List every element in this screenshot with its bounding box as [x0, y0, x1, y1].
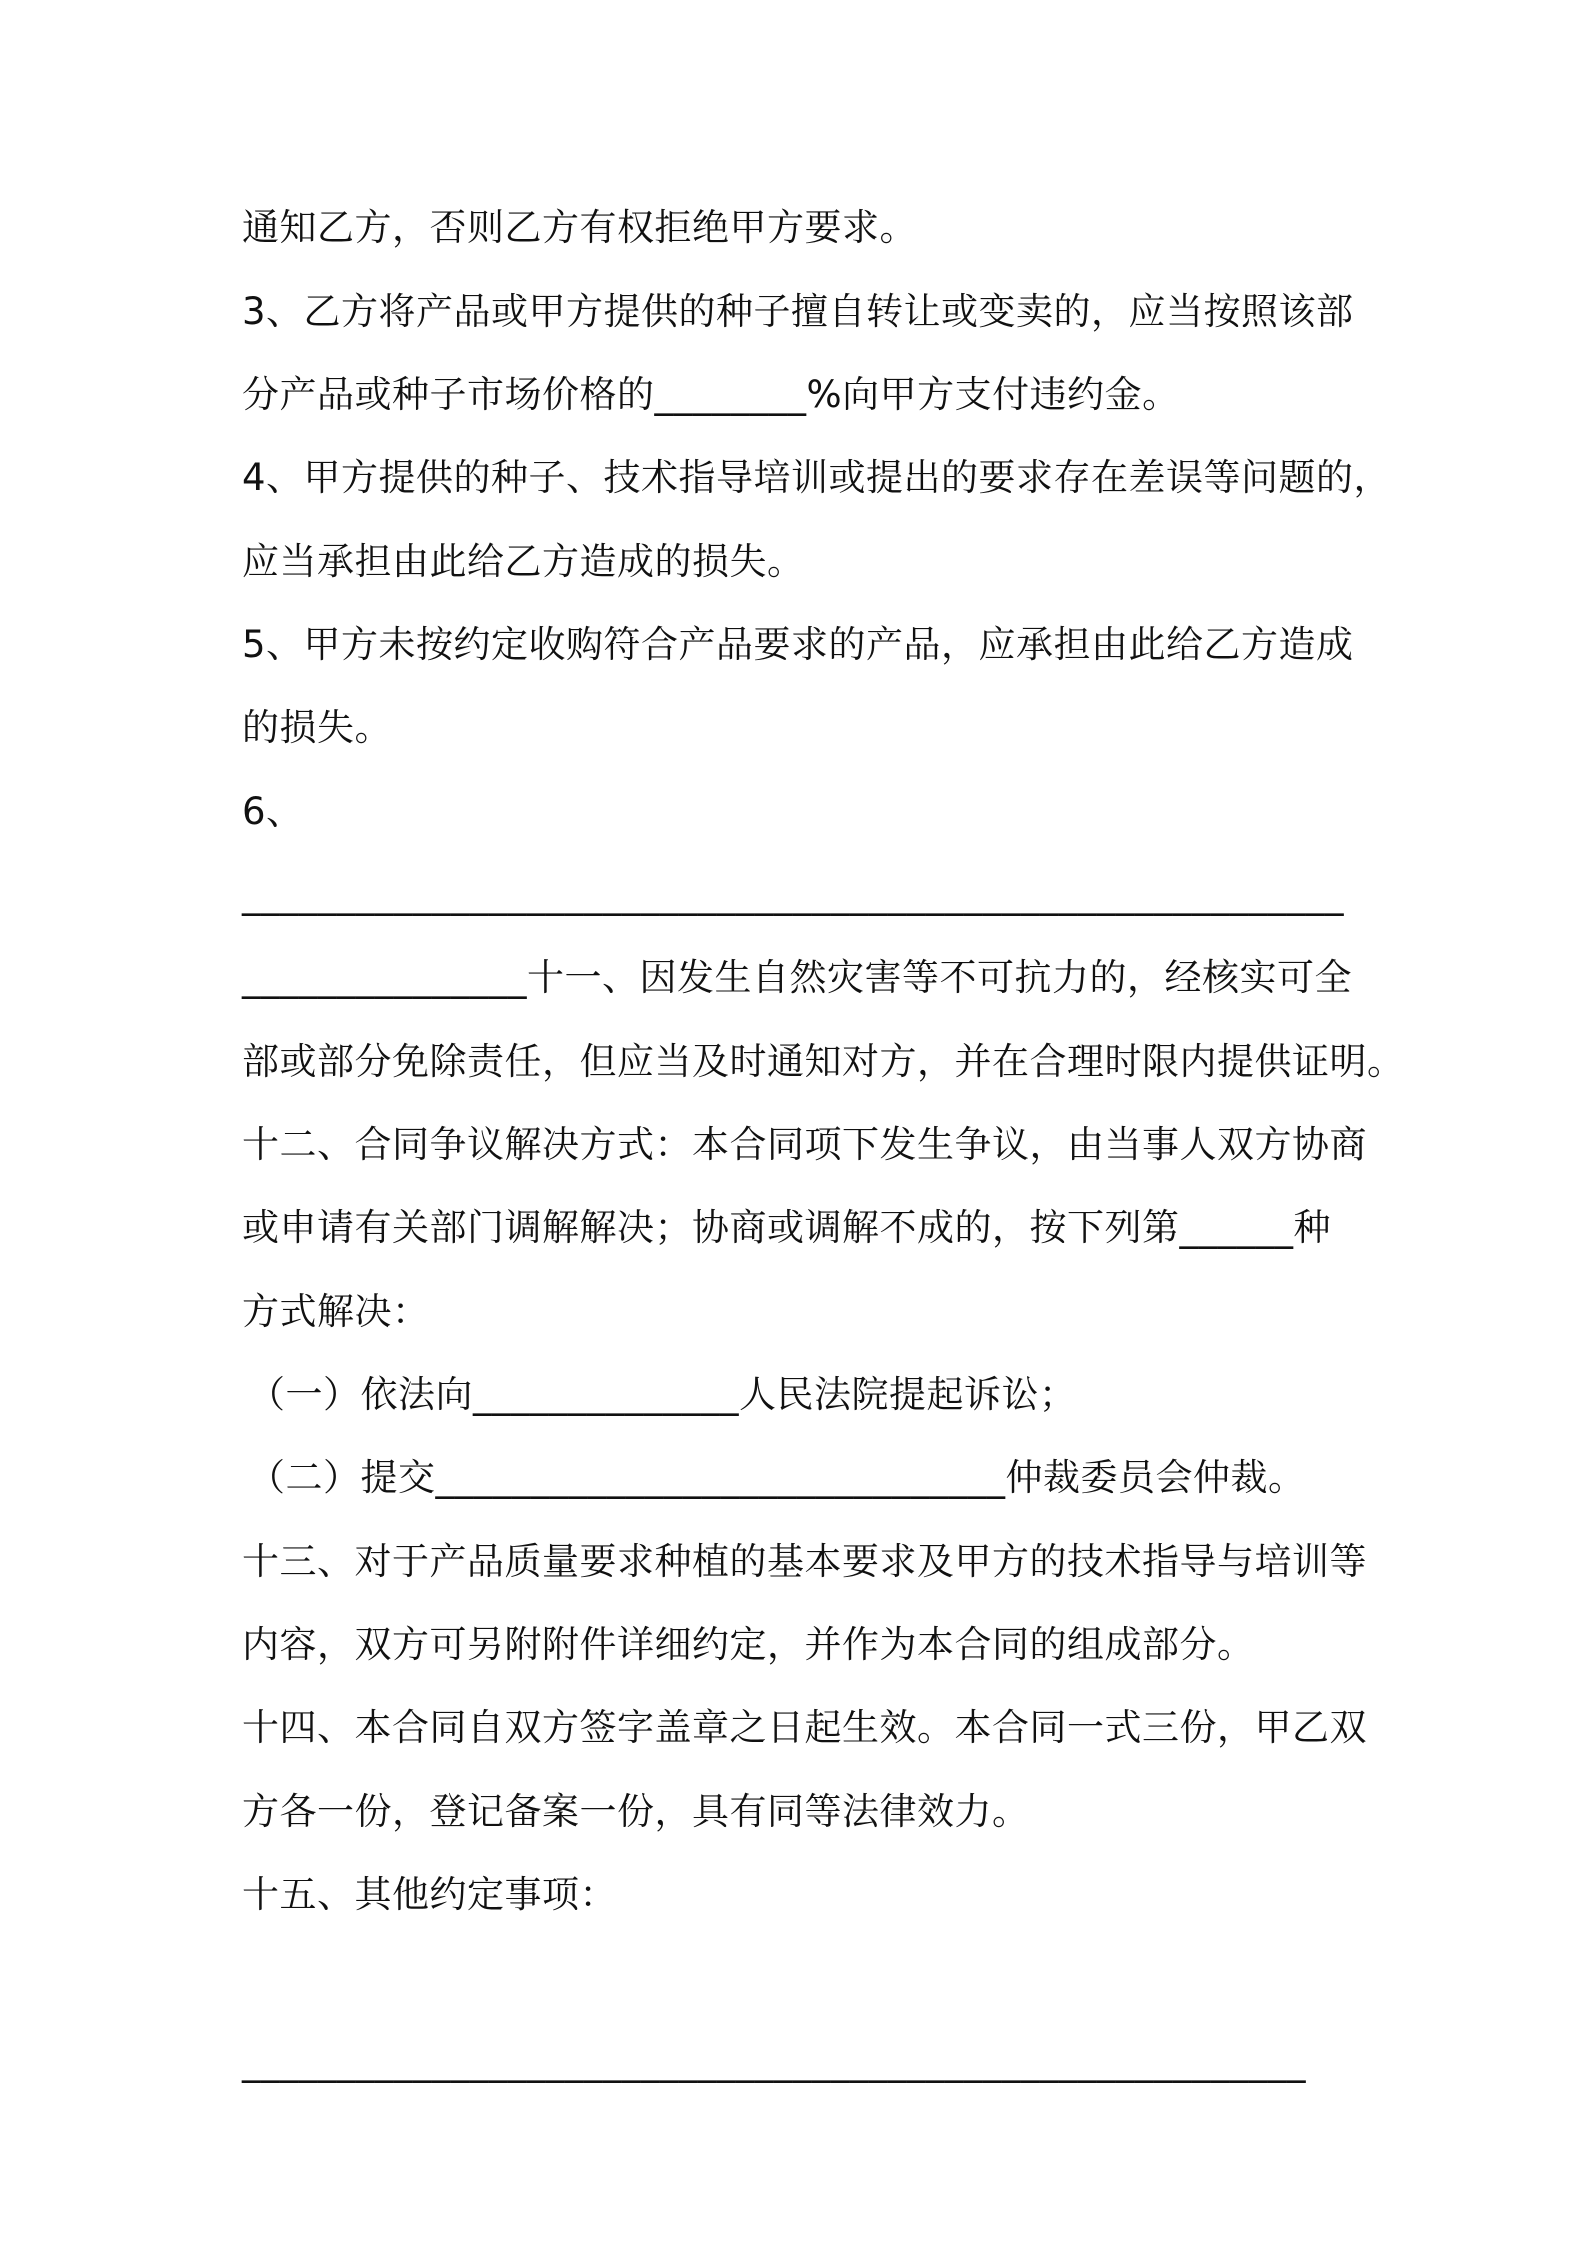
text-line: （二）提交______________________________仲裁委员会仲裁。 — [248, 1456, 1306, 1499]
text-line: 5、甲方未按约定收购符合产品要求的产品，应承担由此给乙方造成 — [242, 623, 1354, 666]
text-line: 十二、合同争议解决方式：本合同项下发生争议，由当事人双方协商 — [242, 1123, 1367, 1166]
text-line: _______________十一、因发生自然灾害等不可抗力的，经核实可全 — [242, 956, 1352, 999]
text-line: 3、乙方将产品或甲方提供的种子擅自转让或变卖的，应当按照该部 — [242, 290, 1354, 333]
text-line: 分产品或种子市场价格的________%向甲方支付违约金。 — [242, 373, 1180, 416]
text-line: 4、甲方提供的种子、技术指导培训或提出的要求存在差误等问题的， — [242, 456, 1392, 499]
text-line: （一）依法向______________人民法院提起诉讼； — [248, 1373, 1077, 1416]
text-line: 或申请有关部门调解解决；协商或调解不成的，按下列第______种 — [242, 1206, 1331, 1249]
text-line: 通知乙方，否则乙方有权拒绝甲方要求。 — [242, 206, 917, 249]
text-line: 应当承担由此给乙方造成的损失。 — [242, 540, 805, 583]
text-line: 十四、本合同自双方签字盖章之日起生效。本合同一式三份，甲乙双 — [242, 1706, 1367, 1749]
text-line: 十三、对于产品质量要求种植的基本要求及甲方的技术指导与培训等 — [242, 1540, 1367, 1583]
text-line: 6、 — [242, 790, 304, 833]
text-line: 方式解决： — [242, 1290, 430, 1333]
text-line: 十五、其他约定事项： — [242, 1873, 617, 1916]
text-line: 方各一份，登记备案一份，具有同等法律效力。 — [242, 1790, 1030, 1833]
blank-line: __________________________________________________________ — [242, 873, 1344, 916]
text-line: 部或部分免除责任，但应当及时通知对方，并在合理时限内提供证明。 — [242, 1040, 1405, 1083]
text-line: 的损失。 — [242, 706, 392, 749]
text-line: 内容，双方可另附附件详细约定，并作为本合同的组成部分。 — [242, 1623, 1255, 1666]
blank-line: ________________________________________________________ — [242, 2040, 1306, 2083]
